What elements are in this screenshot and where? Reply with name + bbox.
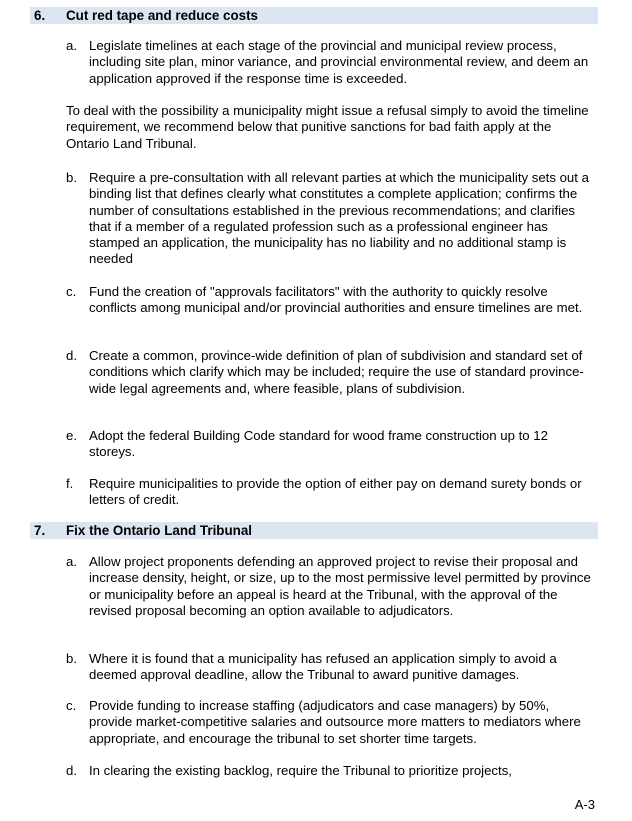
item-text: Create a common, province-wide definition of plan of subdivision and standard set of conditions which clarify which may be included; require the use of standard province-wide legal agreements and, where feasible, plans of subdivision.: [89, 348, 584, 396]
item-letter: c.: [66, 698, 77, 713]
list-item-6e: [66, 428, 596, 461]
list-item-7a: [66, 554, 596, 619]
list-item-6f: [66, 476, 596, 509]
item-text: Require a pre-consultation with all relevant parties at which the municipality sets out a binding list that defines clearly what constitutes a complete application; confirms the number of consultations established in the previous recommendations; and clarifies that if a member of a regulated profession such as a professional engineer has stamped an application, the municipality has no liability and no additional stamp is needed: [89, 170, 589, 267]
item-text: In clearing the existing backlog, require the Tribunal to prioritize projects,: [89, 763, 512, 778]
list-item-6d: [66, 348, 596, 397]
item-text: Provide funding to increase staffing (adjudicators and case managers) by 50%, provide market-competitive salaries and outsource more matters to mediators where appropriate, and encourage the tribunal to set shorter time targets.: [89, 698, 581, 746]
item-text: Require municipalities to provide the option of either pay on demand surety bonds or letters of credit.: [89, 476, 582, 508]
list-item-7b: [66, 651, 596, 684]
note-paragraph: To deal with the possibility a municipality might issue a refusal simply to avoid the timeline requirement, we recommend below that punitive sanctions for bad faith apply at the Ontario Land Tribunal.: [66, 103, 589, 151]
section-title: Fix the Ontario Land Tribunal: [66, 523, 252, 538]
item-letter: b.: [66, 170, 77, 185]
item-letter: a.: [66, 554, 77, 569]
item-text: Adopt the federal Building Code standard for wood frame construction up to 12 storeys.: [89, 428, 548, 460]
section-number: 6.: [34, 8, 46, 23]
item-letter: d.: [66, 763, 77, 778]
list-item-7d: [66, 763, 596, 779]
section-title: Cut red tape and reduce costs: [66, 8, 258, 23]
section-number: 7.: [34, 523, 46, 538]
item-text: Where it is found that a municipality has refused an application simply to avoid a deemed approval deadline, allow the Tribunal to award punitive damages.: [89, 651, 557, 683]
section-header-6: [30, 7, 598, 24]
section-header-7: [30, 522, 598, 539]
list-item-6b: [66, 170, 596, 268]
item-text: Fund the creation of "approvals facilitators" with the authority to quickly resolve conflicts among municipal and/or provincial authorities and ensure timelines are met.: [89, 284, 583, 316]
list-item-7c: [66, 698, 596, 747]
item-letter: b.: [66, 651, 77, 666]
item-text: Allow project proponents defending an approved project to revise their proposal and increase density, height, or size, up to the most permissive level permitted by province or municipality before an appeal is heard at the Tribunal, with the approval of the revised proposal becoming an option available to adjudicators.: [89, 554, 591, 618]
item-letter: e.: [66, 428, 77, 443]
list-item-6c: [66, 284, 596, 317]
item-letter: d.: [66, 348, 77, 363]
item-letter: c.: [66, 284, 77, 299]
item-letter: f.: [66, 476, 74, 491]
item-text: Legislate timelines at each stage of the provincial and municipal review process, including site plan, minor variance, and provincial environmental review, and deem an application approved if the response time is exceeded.: [89, 38, 589, 86]
item-letter: a.: [66, 38, 77, 53]
page-number: A-3: [574, 797, 595, 812]
list-item-6a: [66, 38, 596, 87]
